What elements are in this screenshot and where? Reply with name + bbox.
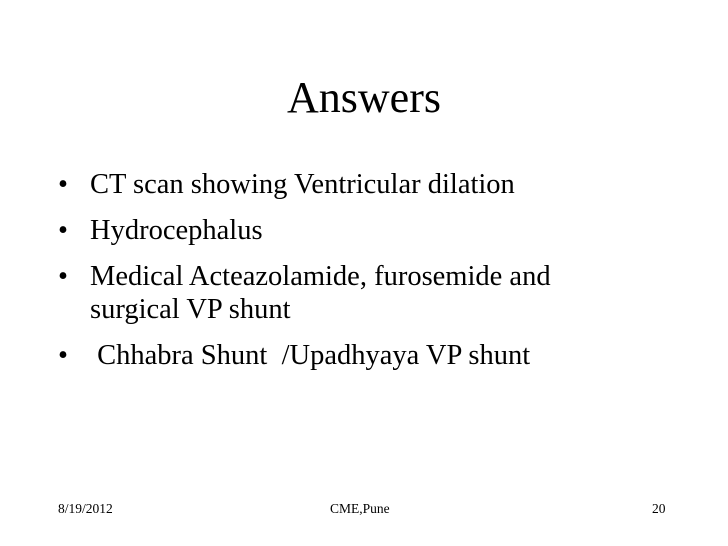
bullet-text: Hydrocephalus — [90, 215, 263, 246]
bullet-text: Chhabra Shunt /Upadhyaya VP shunt — [90, 340, 531, 371]
bullet-list — [58, 168, 688, 385]
bullet-item — [58, 168, 688, 201]
bullet-item — [58, 260, 688, 326]
bullet-item — [58, 339, 688, 372]
footer-center-text: CME,Pune — [330, 501, 390, 516]
bullet-icon: • — [58, 215, 68, 246]
bullet-text: CT scan showing Ventricular dilation — [90, 169, 515, 200]
bullet-icon: • — [58, 261, 68, 292]
bullet-icon: • — [58, 340, 68, 371]
bullet-item — [58, 214, 688, 247]
bullet-text: Medical Acteazolamide, furosemide and surgical VP shunt — [90, 261, 551, 325]
slide-title: Answers — [287, 73, 441, 122]
bullet-icon: • — [58, 169, 68, 200]
page-number: 20 — [652, 501, 666, 516]
footer-date: 8/19/2012 — [58, 501, 113, 516]
